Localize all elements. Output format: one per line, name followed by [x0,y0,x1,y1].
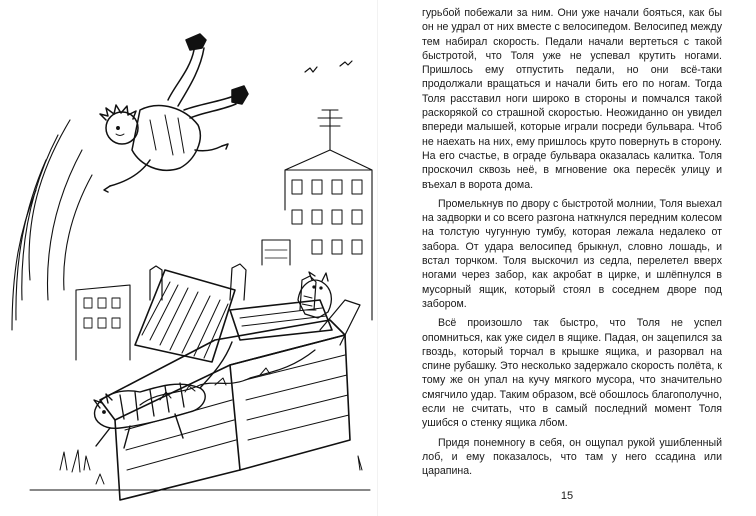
trash-box [100,270,350,500]
paragraph-4: Придя понемногу в себя, он ощупал рукой ушибленный лоб, и ему показалось, что там у него ссадина или царапина. [422,436,722,478]
right-page-text [378,0,756,516]
birds [305,61,352,72]
motion-lines [12,120,92,330]
paragraph-3: Всё произошло так быстро, что Толя не успел опомниться, как уже сидел в ящике. Падая, он зацепился за гвоздь, который торчал в крышке ящика, и разорвал на спине рубашку. Это несколько задержало скорость полёта, к тому же он упал на кучу мягкого мусора, что значительно смягчило удар. Таким образом, всё обошлось благополучно, если не считать, что в самый последний момент Толя ушибся о стенку ящика лбом. [422,317,722,430]
paragraph-2: Промелькнув по двору с быстротой молнии, Толя выехал на задворки и со всего разгона наткнулся передним колесом на толстую чугунную тумбу, которая лежала недалеко от забора. От удара велосипед брыкнул, словно лошадь, и встал торчком. Толя выскочил из седла, перелетел вверх ногами через забор, как акробат в цирке, и шлёпнулся в мусорный ящик, который стоял в соседнем дворе под забором. [422,197,722,310]
paragraph-1: гурьбой побежали за ним. Они уже начали бояться, как бы он не удрал от них вместе с велосипедом. Велосипед между тем набирал скорость. Педали начали вертеться с такой быстротой, что Толя уже не успевал крутить ногами. Пришлось ему отпустить педали, но они всё-таки продолжали вращаться и начали бить его по ногам. Тогда Толя расставил ноги широко в стороны и помчался такой раскорякой со страшной скоростью. Неожиданно он увидел впереди малышей, которые играли посреди бульвара. Чтоб не наехать на них, ему пришлось круто повернуть в сторону. На его счастье, в ограде бульвара оказалась калитка. Толя проскочил сквозь неё, в мгновение ока пересёк улицу и въехал в ворота дома. [422,7,722,191]
ground-grass [30,450,370,490]
page-number: 15 [560,490,574,502]
body-text [422,6,722,484]
flying-boy [100,34,248,192]
